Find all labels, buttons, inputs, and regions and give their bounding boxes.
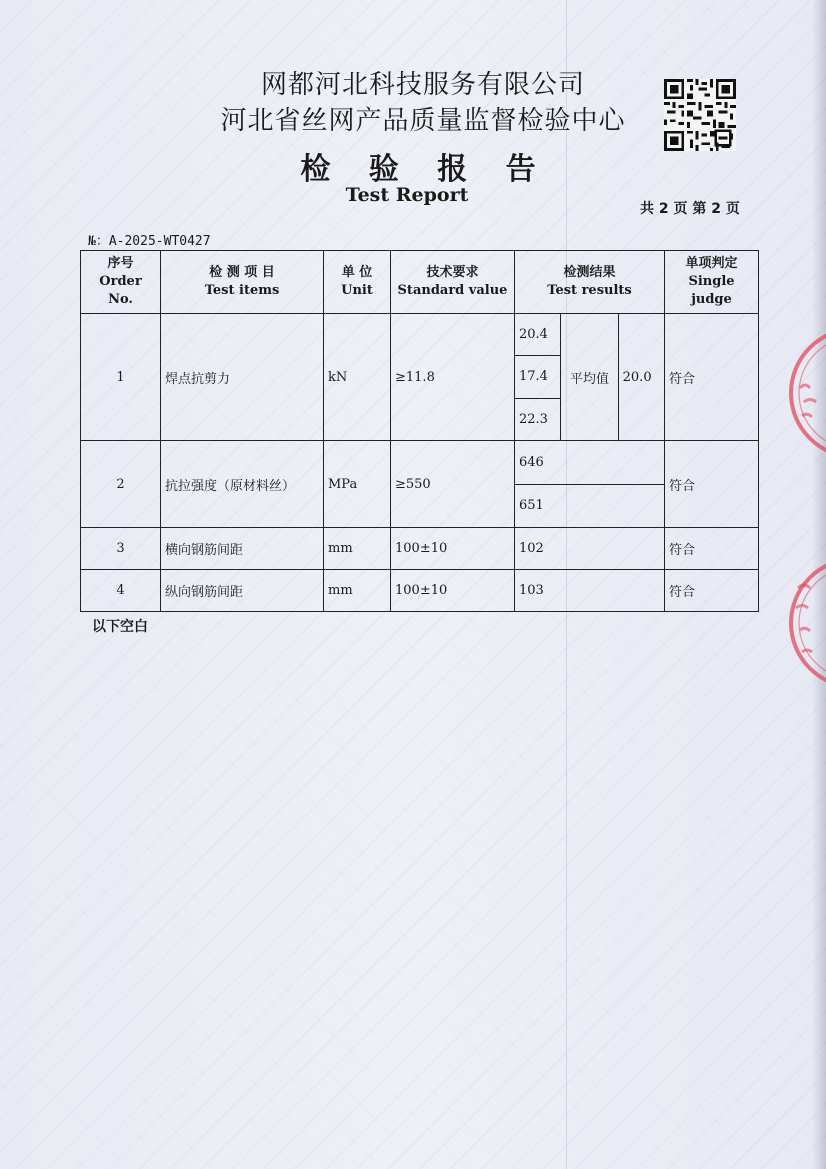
page-count: 共 2 页 第 2 页 <box>640 201 740 217</box>
row-1-result-3: 22.3 <box>515 398 561 440</box>
row-1-unit: kN <box>324 314 391 441</box>
row-2-item: 抗拉强度（原材料丝） <box>161 441 324 528</box>
report-title-en: Test Report <box>345 184 469 206</box>
row-2-standard: ≥550 <box>391 441 515 528</box>
row-4-unit: mm <box>324 570 391 612</box>
row-1-avg-value: 20.0 <box>622 369 652 385</box>
row-1-avg-label: 平均值 <box>561 314 618 440</box>
qr-code-icon <box>664 78 736 152</box>
table-header-row <box>81 251 759 314</box>
row-4-judge: 符合 <box>665 570 759 612</box>
row-1-judge: 符合 <box>665 314 759 441</box>
report-number: №：A-2025-WT0427 <box>88 234 211 249</box>
header-order: 序号 Order No. <box>81 251 161 314</box>
row-3-unit: mm <box>324 528 391 570</box>
row-1-result-2: 17.4 <box>515 356 561 398</box>
row-4-standard: 100±10 <box>391 570 515 612</box>
row-4-result: 103 <box>515 570 665 612</box>
official-seal-icon <box>780 548 826 698</box>
row-2-results <box>515 441 665 528</box>
header-results: 检测结果 Test results <box>515 251 665 314</box>
row-2-unit: MPa <box>324 441 391 528</box>
row-1-result-1: 20.4 <box>515 314 561 356</box>
table-row <box>81 441 759 528</box>
row-2-no: 2 <box>81 441 161 528</box>
official-seal-icon <box>780 318 826 468</box>
company-name: 网都河北科技服务有限公司 <box>260 70 585 100</box>
row-2-result-2: 651 <box>519 498 544 514</box>
header-judge: 单项判定 Single judge <box>665 251 759 314</box>
row-2-result-1: 646 <box>515 441 664 484</box>
row-3-item: 横向钢筋间距 <box>161 528 324 570</box>
row-2-judge: 符合 <box>665 441 759 528</box>
row-3-result: 102 <box>515 528 665 570</box>
table-row <box>81 528 759 570</box>
row-3-judge: 符合 <box>665 528 759 570</box>
report-title-cn: 检 验 报 告 <box>300 152 550 187</box>
table-row <box>81 570 759 612</box>
row-3-no: 3 <box>81 528 161 570</box>
blank-below-note: 以下空白 <box>92 619 148 635</box>
row-4-no: 4 <box>81 570 161 612</box>
center-name: 河北省丝网产品质量监督检验中心 <box>220 106 626 136</box>
row-1-item: 焊点抗剪力 <box>161 314 324 441</box>
table-row <box>81 314 759 441</box>
header-item: 检 测 项 目 Test items <box>161 251 324 314</box>
test-results-table <box>80 250 759 612</box>
header-standard: 技术要求 Standard value <box>391 251 515 314</box>
row-4-item: 纵向钢筋间距 <box>161 570 324 612</box>
row-1-results <box>515 314 665 441</box>
row-1-results-subtable <box>515 314 664 440</box>
row-3-standard: 100±10 <box>391 528 515 570</box>
row-1-standard: ≥11.8 <box>391 314 515 441</box>
row-1-no: 1 <box>81 314 161 441</box>
row-2-results-subtable <box>515 441 664 527</box>
header-unit: 单 位 Unit <box>324 251 391 314</box>
